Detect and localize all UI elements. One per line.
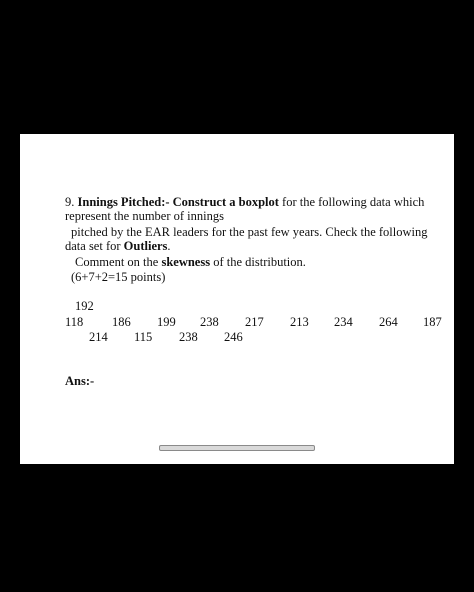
data-value: 186: [112, 315, 131, 329]
question-line-1-rest: for the following data which: [282, 195, 425, 209]
data-value: 214: [89, 330, 108, 344]
question-line-5: [75, 255, 306, 269]
question-line-3: pitched by the EAR leaders for the past few years. Check the following: [71, 225, 428, 239]
scroll-handle[interactable]: [159, 445, 315, 451]
data-value: 264: [379, 315, 398, 329]
data-value: 192: [75, 299, 94, 313]
skewness-keyword: skewness: [161, 255, 211, 269]
data-value: 213: [290, 315, 309, 329]
data-value: 199: [157, 315, 176, 329]
data-value: 217: [245, 315, 264, 329]
question-line-4: [65, 239, 171, 253]
question-number: 9.: [65, 195, 75, 209]
question-line-4-prefix: data set for: [65, 239, 121, 253]
data-value: 246: [224, 330, 243, 344]
points-note: (6+7+2=15 points): [71, 270, 166, 284]
question-line-5-suffix: of the distribution.: [213, 255, 306, 269]
data-value: 238: [200, 315, 219, 329]
question-line-5-prefix: Comment on the: [75, 255, 159, 269]
data-value: 187: [423, 315, 442, 329]
answer-label: [65, 374, 94, 388]
data-value: 118: [65, 315, 84, 329]
outliers-keyword: Outliers: [123, 239, 168, 253]
question-instruction: Construct a boxplot: [172, 195, 279, 209]
data-value: 238: [179, 330, 198, 344]
data-value: 234: [334, 315, 353, 329]
question-line-1: [65, 195, 424, 209]
question-title: Innings Pitched:-: [77, 195, 170, 209]
data-value: 115: [134, 330, 153, 344]
question-line-2: represent the number of innings: [65, 209, 224, 223]
answer-label-text: Ans:-: [65, 374, 95, 388]
question-line-4-suffix: .: [167, 239, 171, 253]
document-page: [20, 134, 454, 464]
